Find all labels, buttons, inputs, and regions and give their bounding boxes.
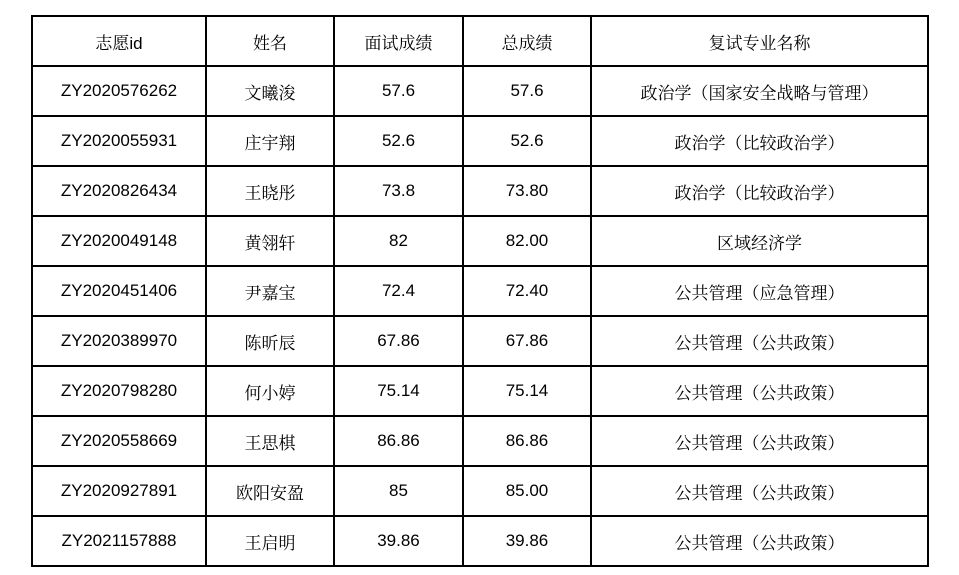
header-row bbox=[32, 16, 928, 66]
table-cell-name: 庄宇翔 bbox=[206, 116, 334, 166]
table-cell-major: 公共管理（应急管理） bbox=[591, 266, 928, 316]
table-cell-total_score: 67.86 bbox=[463, 316, 591, 366]
table-cell-interview_score: 67.86 bbox=[334, 316, 463, 366]
table-cell-id: ZY2020798280 bbox=[32, 366, 206, 416]
table-cell-major: 公共管理（公共政策） bbox=[591, 316, 928, 366]
table-row bbox=[32, 266, 928, 316]
table-cell-total_score: 39.86 bbox=[463, 516, 591, 566]
table-cell-major: 政治学（比较政治学） bbox=[591, 166, 928, 216]
table-cell-name: 陈昕辰 bbox=[206, 316, 334, 366]
table-cell-name: 王思棋 bbox=[206, 416, 334, 466]
table-cell-interview_score: 72.4 bbox=[334, 266, 463, 316]
table-cell-major: 公共管理（公共政策） bbox=[591, 366, 928, 416]
table-cell-name: 黄翎轩 bbox=[206, 216, 334, 266]
table-cell-total_score: 73.80 bbox=[463, 166, 591, 216]
table-cell-id: ZY2020389970 bbox=[32, 316, 206, 366]
table-cell-name: 尹嘉宝 bbox=[206, 266, 334, 316]
table-cell-interview_score: 73.8 bbox=[334, 166, 463, 216]
table-cell-total_score: 57.6 bbox=[463, 66, 591, 116]
table-cell-interview_score: 39.86 bbox=[334, 516, 463, 566]
table-cell-interview_score: 85 bbox=[334, 466, 463, 516]
table-cell-total_score: 52.6 bbox=[463, 116, 591, 166]
admission-score-table bbox=[31, 15, 929, 567]
table-cell-interview_score: 86.86 bbox=[334, 416, 463, 466]
table-cell-interview_score: 82 bbox=[334, 216, 463, 266]
table-cell-name: 王启明 bbox=[206, 516, 334, 566]
table-cell-id: ZY2020558669 bbox=[32, 416, 206, 466]
table-cell-interview_score: 52.6 bbox=[334, 116, 463, 166]
table-row bbox=[32, 516, 928, 566]
table-row bbox=[32, 116, 928, 166]
table-cell-id: ZY2021157888 bbox=[32, 516, 206, 566]
table-cell-interview_score: 75.14 bbox=[334, 366, 463, 416]
column-header-interview_score: 面试成绩 bbox=[334, 16, 463, 66]
column-header-total_score: 总成绩 bbox=[463, 16, 591, 66]
column-header-id: 志愿id bbox=[32, 16, 206, 66]
table-cell-id: ZY2020049148 bbox=[32, 216, 206, 266]
table-cell-id: ZY2020055931 bbox=[32, 116, 206, 166]
table-cell-id: ZY2020451406 bbox=[32, 266, 206, 316]
table-cell-name: 文曦浚 bbox=[206, 66, 334, 116]
table-row bbox=[32, 316, 928, 366]
table-row bbox=[32, 366, 928, 416]
table-cell-interview_score: 57.6 bbox=[334, 66, 463, 116]
table-cell-total_score: 82.00 bbox=[463, 216, 591, 266]
table-cell-id: ZY2020927891 bbox=[32, 466, 206, 516]
table-cell-major: 政治学（比较政治学） bbox=[591, 116, 928, 166]
table-row bbox=[32, 216, 928, 266]
table-cell-name: 王晓彤 bbox=[206, 166, 334, 216]
table-row bbox=[32, 466, 928, 516]
table-cell-id: ZY2020576262 bbox=[32, 66, 206, 116]
column-header-major: 复试专业名称 bbox=[591, 16, 928, 66]
table-row bbox=[32, 166, 928, 216]
table-cell-total_score: 72.40 bbox=[463, 266, 591, 316]
table-cell-major: 公共管理（公共政策） bbox=[591, 466, 928, 516]
table-cell-major: 政治学（国家安全战略与管理） bbox=[591, 66, 928, 116]
table-cell-name: 欧阳安盈 bbox=[206, 466, 334, 516]
table-cell-id: ZY2020826434 bbox=[32, 166, 206, 216]
table-cell-name: 何小婷 bbox=[206, 366, 334, 416]
table-cell-major: 公共管理（公共政策） bbox=[591, 516, 928, 566]
table-cell-total_score: 75.14 bbox=[463, 366, 591, 416]
table-row bbox=[32, 416, 928, 466]
table-cell-total_score: 85.00 bbox=[463, 466, 591, 516]
table-cell-total_score: 86.86 bbox=[463, 416, 591, 466]
table-cell-major: 公共管理（公共政策） bbox=[591, 416, 928, 466]
column-header-name: 姓名 bbox=[206, 16, 334, 66]
table-cell-major: 区域经济学 bbox=[591, 216, 928, 266]
table-row bbox=[32, 66, 928, 116]
